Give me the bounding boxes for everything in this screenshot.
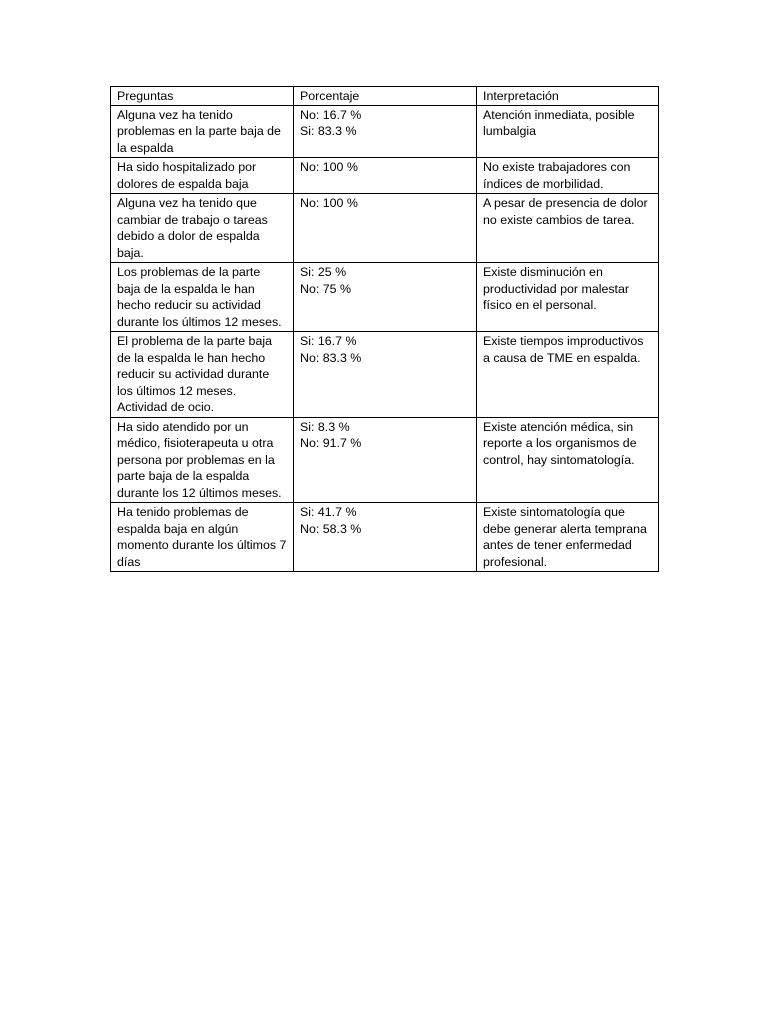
table-row [111,158,659,194]
table-body [111,105,659,572]
cell-porcentaje: Si: 25 % No: 75 % [294,263,477,332]
cell-interpretacion: Atención inmediata, posible lumbalgia [477,105,659,158]
cell-porcentaje: No: 16.7 % Si: 83.3 % [294,105,477,158]
cell-porcentaje: No: 100 % [294,194,477,263]
table-row [111,105,659,158]
cell-interpretacion: No existe trabajadores con índices de morbilidad. [477,158,659,194]
table-row [111,417,659,503]
cell-interpretacion: Existe sintomatología que debe generar alerta temprana antes de tener enfermedad profesional. [477,503,659,572]
cell-porcentaje: No: 100 % [294,158,477,194]
table-header [111,87,659,106]
cell-porcentaje: Si: 16.7 % No: 83.3 % [294,332,477,418]
table-row [111,194,659,263]
cell-pregunta: Alguna vez ha tenido problemas en la parte baja de la espalda [111,105,294,158]
cell-porcentaje: Si: 8.3 % No: 91.7 % [294,417,477,503]
header-porcentaje: Porcentaje [294,87,477,106]
cell-interpretacion: Existe atención médica, sin reporte a los organismos de control, hay sintomatología. [477,417,659,503]
table-row [111,332,659,418]
cell-pregunta: El problema de la parte baja de la espalda le han hecho reducir su actividad durante los últimos 12 meses. Actividad de ocio. [111,332,294,418]
cell-interpretacion: Existe disminución en productividad por malestar físico en el personal. [477,263,659,332]
header-row [111,87,659,106]
cell-porcentaje: Si: 41.7 % No: 58.3 % [294,503,477,572]
cell-pregunta: Alguna vez ha tenido que cambiar de trabajo o tareas debido a dolor de espalda baja. [111,194,294,263]
survey-results-table [110,86,659,572]
header-preguntas: Preguntas [111,87,294,106]
cell-pregunta: Ha sido hospitalizado por dolores de espalda baja [111,158,294,194]
cell-interpretacion: A pesar de presencia de dolor no existe cambios de tarea. [477,194,659,263]
cell-pregunta: Los problemas de la parte baja de la espalda le han hecho reducir su actividad durante los últimos 12 meses. [111,263,294,332]
table-row [111,503,659,572]
cell-pregunta: Ha sido atendido por un médico, fisioterapeuta u otra persona por problemas en la parte baja de la espalda durante los 12 últimos meses. [111,417,294,503]
cell-interpretacion: Existe tiempos improductivos a causa de TME en espalda. [477,332,659,418]
header-interpretacion: Interpretación [477,87,659,106]
table-row [111,263,659,332]
cell-pregunta: Ha tenido problemas de espalda baja en algún momento durante los últimos 7 días [111,503,294,572]
